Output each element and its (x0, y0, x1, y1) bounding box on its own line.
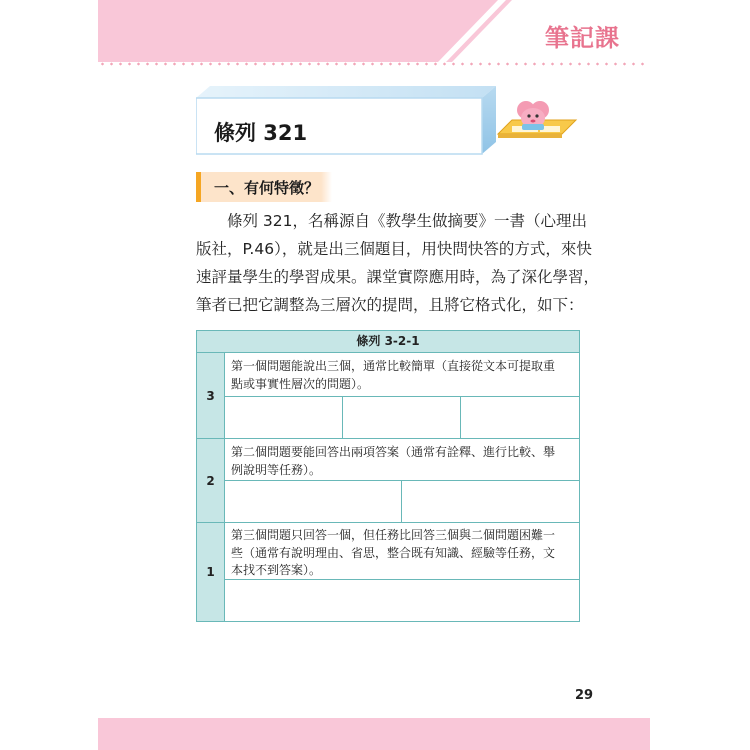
table-row-level-1 (197, 523, 579, 621)
paragraph-line: 版社，P.46），就是出三個題目，用快問快答的方式，來快 (196, 240, 592, 258)
subheading-banner (196, 172, 332, 202)
paragraph-line: 速評量學生的學習成果。課堂實際應用時，為了深化學習， (196, 268, 600, 286)
question-description (231, 527, 573, 580)
description-line: 第二個問題要能回答出兩項答案（通常有詮釋、進行比較、舉 (231, 445, 556, 459)
footer-band (98, 718, 650, 750)
subheading-accent-bar (196, 172, 201, 202)
description-line: 第一個問題能說出三個，通常比較簡單（直接從文本可提取重 (231, 359, 556, 373)
level-label: 3 (197, 353, 225, 438)
question-description (231, 358, 573, 393)
question-description (231, 444, 573, 479)
table-title: 條列 3-2-1 (197, 331, 579, 353)
answer-area (225, 396, 579, 438)
description-line: 例說明等任務）。 (231, 462, 322, 477)
answer-cell[interactable] (225, 397, 343, 438)
answer-cell[interactable] (402, 481, 579, 522)
subheading-text: 一、有何特徵？ (214, 179, 320, 197)
list-321-table (196, 330, 580, 622)
level-label: 2 (197, 439, 225, 522)
answer-cell[interactable] (343, 397, 461, 438)
dotted-divider (98, 62, 650, 66)
header-title: 筆記課 (545, 24, 620, 52)
table-row-level-3 (197, 353, 579, 439)
answer-cell[interactable] (461, 397, 579, 438)
section-title: 條列 321 (214, 121, 308, 145)
paragraph-line: 筆者已把它調整為三層次的提問，且將它格式化，如下： (196, 296, 584, 314)
answer-cell[interactable] (225, 481, 402, 522)
answer-area (225, 579, 579, 621)
reading-mascot-icon (492, 98, 578, 146)
page-number: 29 (575, 688, 594, 703)
answer-area (225, 480, 579, 522)
level-label: 1 (197, 523, 225, 621)
description-line: 本找不到答案）。 (231, 563, 322, 577)
paragraph-line: 條列 321，名稱源自《教學生做摘要》一書（心理出 (196, 212, 588, 230)
description-line: 點或事實性層次的問題）。 (231, 376, 370, 391)
table-row-level-2 (197, 439, 579, 523)
description-line: 些（通常有說明理由、省思，整合既有知識、經驗等任務，文 (231, 545, 556, 560)
answer-cell[interactable] (225, 580, 579, 621)
body-paragraph (196, 207, 600, 319)
description-line: 第三個問題只回答一個，但任務比回答三個與二個問題困難一 (231, 528, 556, 542)
